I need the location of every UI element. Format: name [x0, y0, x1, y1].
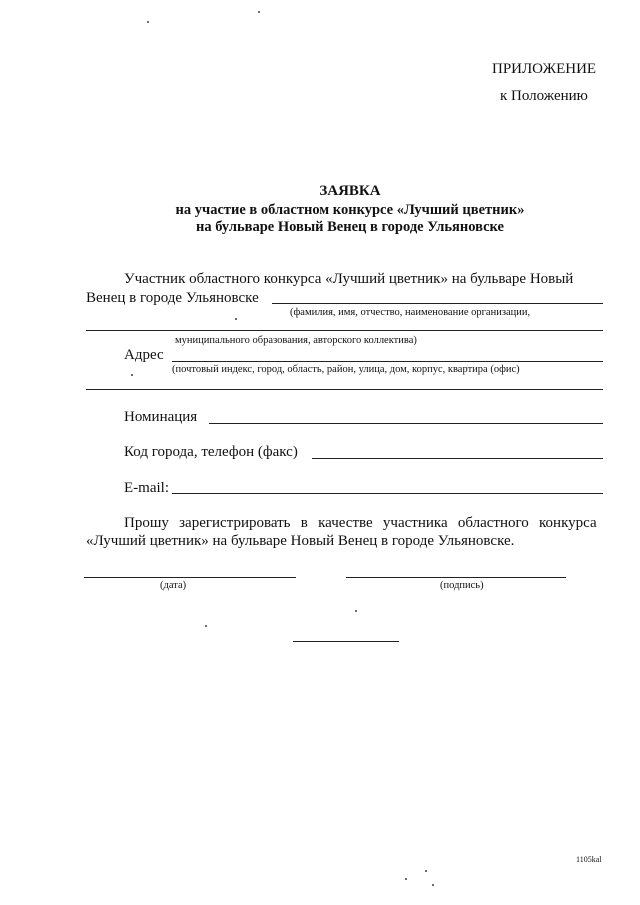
request-line-2: «Лучший цветник» на бульваре Новый Венец в городе Ульяновске.	[86, 533, 515, 549]
phone-label: Код города, телефон (факс)	[124, 444, 298, 460]
nomination-field[interactable]	[209, 423, 603, 424]
scan-speck	[355, 610, 357, 612]
address-hint: (почтовый индекс, город, область, район, улица, дом, корпус, квартира (офис)	[172, 364, 520, 375]
appendix-label: ПРИЛОЖЕНИЕ	[492, 61, 597, 77]
scan-speck	[432, 884, 434, 886]
scan-speck	[235, 318, 237, 320]
scan-speck	[405, 878, 407, 880]
participant-line-1: Участник областного конкурса «Лучший цветник» на бульваре Новый	[124, 271, 574, 287]
document-subtitle-2: на бульваре Новый Венец в городе Ульяновске	[196, 219, 504, 235]
scan-speck	[147, 21, 149, 23]
scan-speck	[258, 11, 260, 13]
footer-code: 1105kal	[576, 855, 602, 864]
scan-speck	[131, 374, 133, 376]
email-label: E-mail:	[124, 480, 169, 496]
regulation-reference: к Положению	[500, 88, 588, 104]
email-field[interactable]	[172, 493, 603, 494]
document-subtitle-1: на участие в областном конкурсе «Лучший цветник»	[175, 202, 525, 218]
participant-name-field-continued[interactable]	[86, 330, 603, 331]
scan-speck	[205, 625, 207, 627]
nomination-label: Номинация	[124, 409, 198, 425]
document-title: ЗАЯВКА	[319, 183, 381, 199]
address-field[interactable]	[172, 361, 603, 362]
signature-field[interactable]	[346, 577, 566, 578]
participant-hint-1: (фамилия, имя, отчество, наименование организации,	[290, 307, 531, 318]
address-label: Адрес	[124, 347, 164, 363]
participant-line-2: Венец в городе Ульяновске	[86, 290, 259, 306]
scan-speck	[425, 870, 427, 872]
address-field-continued[interactable]	[86, 389, 603, 390]
date-field[interactable]	[84, 577, 296, 578]
participant-hint-2: муниципального образования, авторского коллектива)	[175, 335, 417, 346]
phone-field[interactable]	[312, 458, 603, 459]
date-hint: (дата)	[160, 580, 187, 591]
request-line-1: Прошу зарегистрировать в качестве участника областного конкурса	[124, 515, 597, 531]
participant-name-field[interactable]	[272, 303, 603, 304]
closing-separator	[293, 641, 399, 642]
signature-hint: (подпись)	[440, 580, 484, 591]
